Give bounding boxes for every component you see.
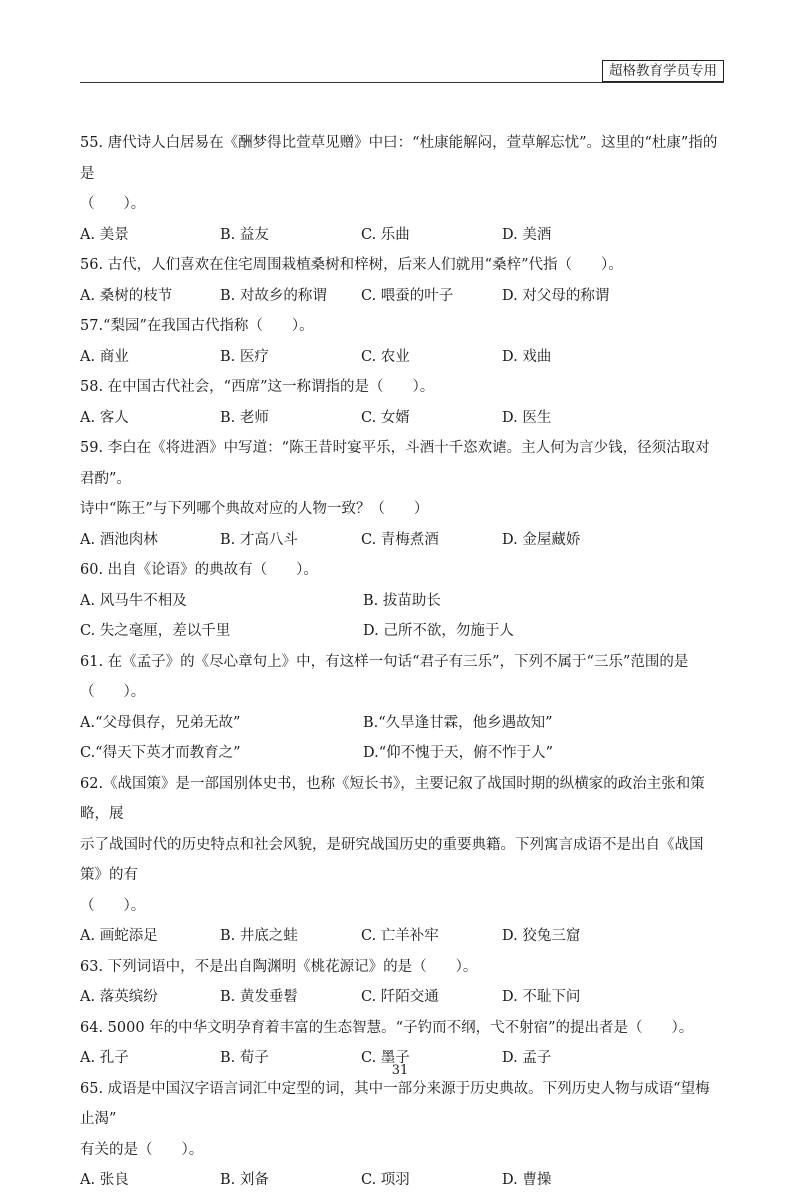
question-62-stem-cont-2: （ ）。 (80, 897, 146, 914)
question-56-stem: 56. 古代，人们喜欢在住宅周围栽植桑树和梓树，后来人们就用“桑梓”代指（ ）。 (80, 257, 623, 273)
question-62-stem-cont: 示了战国时代的历史特点和社会风貌，是研究战国历史的重要典籍。下列寓言成语不是出自《战国策》的有 (80, 836, 704, 883)
question-57-options (80, 342, 724, 373)
question-55-options (80, 220, 724, 251)
option-a: A. 风马牛不相及 (80, 592, 187, 609)
option-c: C. 亡羊补牢 (361, 928, 439, 944)
question-60-options-row-1 (80, 586, 724, 617)
question-list (80, 128, 724, 1196)
option-c: C. 阡陌交通 (361, 989, 439, 1005)
option-d: D. 己所不欲，勿施于人 (363, 623, 514, 639)
option-d: D. 美酒 (502, 226, 552, 243)
question-63-options (80, 982, 724, 1013)
question-63-stem: 63. 下列词语中，不是出自陶渊明《桃花源记》的是（ ）。 (80, 958, 478, 975)
question-55-stem: 55. 唐代诗人白居易在《酬梦得比萱草见赠》中曰：“杜康能解闷，萱草解忘忧”。这里的“杜康”指的是 (80, 135, 718, 182)
option-b: B. 刘备 (220, 1172, 269, 1188)
option-a: A. 孔子 (80, 1050, 129, 1066)
question-59-stem-cont: 诗中“陈王”与下列哪个典故对应的人物一致？（ ） (80, 501, 429, 517)
option-a: A. 美景 (80, 226, 129, 243)
option-b: B.“久旱逢甘霖，他乡遇故知” (363, 714, 553, 731)
question-58-options (80, 403, 724, 434)
header-label: 超格教育学员专用 (602, 60, 724, 82)
option-a: A.“父母俱存，兄弟无故” (80, 714, 241, 731)
question-58-stem: 58. 在中国古代社会，“西席”这一称谓指的是（ ）。 (80, 379, 435, 395)
question-64-stem: 64. 5000 年的中华文明孕育着丰富的生态智慧。“子钓而不纲，弋不射宿”的提出者是（ ）。 (80, 1019, 694, 1036)
option-c: C. 墨子 (361, 1050, 410, 1066)
option-c: C. 喂蚕的叶子 (361, 287, 454, 304)
option-b: B. 荀子 (220, 1050, 269, 1066)
option-b: B. 医疗 (220, 348, 269, 365)
option-b: B. 黄发垂髫 (220, 989, 298, 1005)
option-a: A. 客人 (80, 409, 129, 426)
option-c: C. 女婿 (361, 409, 410, 426)
option-c: C. 乐曲 (361, 226, 410, 243)
option-d: D. 不耻下问 (502, 989, 581, 1005)
option-d: D. 曹操 (502, 1172, 552, 1188)
option-b: B. 益友 (220, 226, 269, 243)
option-a: A. 画蛇添足 (80, 928, 158, 944)
option-c: C. 农业 (361, 348, 410, 365)
option-c: C.“得天下英才而教育之” (80, 745, 241, 761)
option-d: D.“仰不愧于天，俯不怍于人” (363, 745, 554, 761)
header-rule (80, 82, 724, 83)
page-number: 31 (391, 1063, 409, 1078)
option-b: B. 井底之蛙 (220, 928, 298, 944)
question-61-options-row-1 (80, 708, 724, 739)
option-d: D. 戏曲 (502, 348, 552, 365)
question-60-stem: 60. 出自《论语》的典故有（ ）。 (80, 562, 318, 578)
option-d: D. 狡兔三窟 (502, 928, 581, 944)
question-65-stem-cont: 有关的是（ ）。 (80, 1141, 204, 1158)
option-c: C. 项羽 (361, 1172, 410, 1188)
question-60-options-row-2 (80, 616, 724, 647)
option-b: B. 才高八斗 (220, 531, 298, 548)
question-65-options (80, 1165, 724, 1196)
question-56-options (80, 281, 724, 312)
option-a: A. 张良 (80, 1172, 129, 1188)
question-55-stem-cont: （ ）。 (80, 196, 146, 212)
option-a: A. 酒池肉林 (80, 531, 158, 548)
question-62-options (80, 921, 724, 952)
option-a: A. 落英缤纷 (80, 989, 158, 1005)
question-59-options (80, 525, 724, 556)
option-c: C. 失之毫厘，差以千里 (80, 623, 231, 639)
option-b: B. 老师 (220, 409, 269, 426)
option-c: C. 青梅煮酒 (361, 531, 439, 548)
option-a: A. 商业 (80, 348, 129, 365)
option-d: D. 金屋藏娇 (502, 531, 581, 548)
question-62-stem: 62.《战国策》是一部国别体史书，也称《短长书》，主要记叙了战国时期的纵横家的政治主张和策略，展 (80, 775, 705, 822)
question-65-stem: 65. 成语是中国汉字语言词汇中定型的词，其中一部分来源于历史典故。下列历史人物与成语“望梅止渴” (80, 1080, 710, 1127)
question-61-stem: 61. 在《孟子》的《尽心章句上》中，有这样一句话“君子有三乐”，下列不属于“三乐”范围的是（ ）。 (80, 653, 689, 700)
question-61-options-row-2 (80, 738, 724, 769)
option-d: D. 对父母的称谓 (502, 287, 610, 304)
option-d: D. 孟子 (502, 1050, 552, 1066)
option-b: B. 拔苗助长 (363, 592, 441, 609)
option-d: D. 医生 (502, 409, 552, 426)
question-59-stem: 59. 李白在《将进酒》中写道：“陈王昔时宴平乐，斗酒十千恣欢谑。主人何为言少钱，径须沽取对君酌”。 (80, 440, 710, 487)
option-b: B. 对故乡的称谓 (220, 287, 327, 304)
question-57-stem: 57.“梨园”在我国古代指称（ ）。 (80, 318, 314, 334)
option-a: A. 桑树的枝节 (80, 287, 173, 304)
